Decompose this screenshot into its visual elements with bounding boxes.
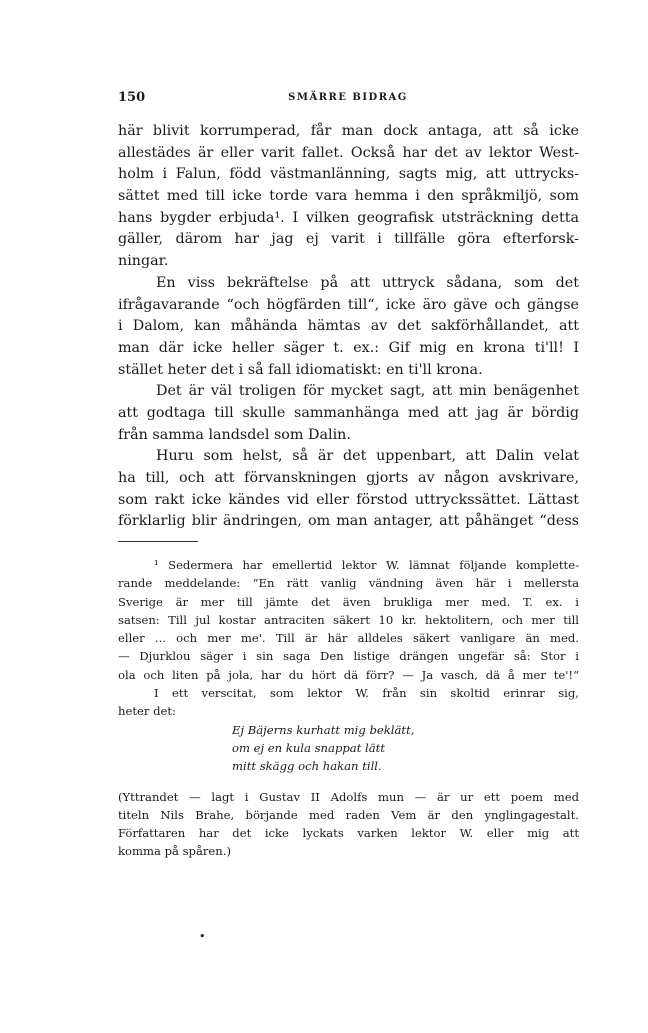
page-number: 150 — [118, 90, 146, 105]
footnote-rule — [118, 541, 198, 542]
body-text — [118, 121, 579, 533]
footnote-line: satsen: Till jul kostar antraciten säkert 10 kr. hektolitern, och mer till — [118, 612, 579, 627]
verse-quote — [118, 721, 579, 776]
footnote-line: heter det: — [118, 704, 176, 719]
text-line: hans bygder erbjuda¹. I vilken geografisk utsträckning detta — [118, 209, 579, 226]
text-line: från samma landsdel som Dalin. — [118, 426, 351, 443]
stray-mark: • — [199, 930, 206, 943]
footnote-line: ola och liten på jola, har du hört dä förr? — Ja vasch, dä å mer te'!“ — [118, 667, 579, 682]
footnote-text — [118, 556, 579, 721]
footnote-line: eller ... och mer me'. Till är här alldeles säkert vanligare än med. — [118, 631, 579, 646]
footnote-closing — [118, 788, 579, 861]
footnote — [118, 556, 579, 861]
running-title: SMÄRRE BIDRAG — [288, 92, 408, 103]
text-line: förklarlig blir ändringen, om man antager, att påhänget “dess — [118, 513, 579, 530]
text-line: allestädes är eller varit fallet. Också har det av lektor West- — [118, 144, 579, 161]
text-line: Huru som helst, så är det uppenbart, att Dalin velat — [156, 448, 579, 465]
text-line: holm i Falun, född västmanlänning, sagts mig, att uttrycks- — [118, 166, 579, 183]
text-line: här blivit korrumperad, får man dock antaga, att så icke — [118, 123, 579, 139]
page-header — [118, 90, 578, 108]
text-line: ha till, och att förvanskningen gjorts av någon avskrivare, — [118, 470, 579, 486]
closing-line: titeln Nils Brahe, börjande med raden Vem är den ynglingagestalt. — [118, 807, 579, 822]
verse-line: Ej Bäjerns kurhatt mig beklätt, — [232, 722, 415, 737]
text-line: ningar. — [118, 253, 169, 270]
closing-line: Författaren har det icke lyckats varken lektor W. eller mig att — [118, 826, 579, 841]
text-line: att godtaga till skulle sammanhänga med att jag är bördig — [118, 404, 579, 421]
text-line: stället heter det i så fall idiomatiskt: en ti'll krona. — [118, 361, 483, 378]
text-line: En viss bekräftelse på att uttryck sådana, som det — [156, 274, 579, 291]
closing-line: komma på spåren.) — [118, 844, 231, 859]
text-line: Det är väl troligen för mycket sagt, att min benägenhet — [156, 383, 579, 400]
text-line: ifrågavarande “och högfärden till“, icke äro gäve och gängse — [118, 296, 579, 313]
verse-line: mitt skägg och hakan till. — [232, 759, 382, 774]
text-line: man där icke heller säger t. ex.: Gif mig en krona ti'll! I — [118, 339, 579, 356]
footnote-line: — Djurklou säger i sin saga Den listige drängen ungefär så: Stor i — [118, 649, 579, 664]
footnote-line: I ett verscitat, som lektor W. från sin skoltid erinrar sig, — [154, 686, 579, 701]
closing-line: (Yttrandet — lagt i Gustav II Adolfs mun — är ur ett poem med — [118, 789, 579, 804]
verse-line: om ej en kula snappat lätt — [232, 740, 385, 755]
text-line: sättet med till icke torde vara hemma i den språkmiljö, som — [118, 188, 579, 205]
footnote-line: rande meddelande: “En rätt vanlig vändning även här i mellersta — [118, 576, 579, 591]
footnote-line: Sverige är mer till jämte det även brukliga mer med. T. ex. i — [118, 594, 579, 609]
footnote-line: ¹ Sedermera har emellertid lektor W. lämnat följande komplette- — [154, 558, 579, 572]
text-line: i Dalom, kan måhända hämtas av det sakförhållandet, att — [118, 318, 579, 335]
text-line: som rakt icke kändes vid eller förstod uttryckssättet. Lättast — [118, 491, 579, 508]
text-line: gäller, därom har jag ej varit i tillfälle göra efterforsk- — [118, 231, 579, 248]
